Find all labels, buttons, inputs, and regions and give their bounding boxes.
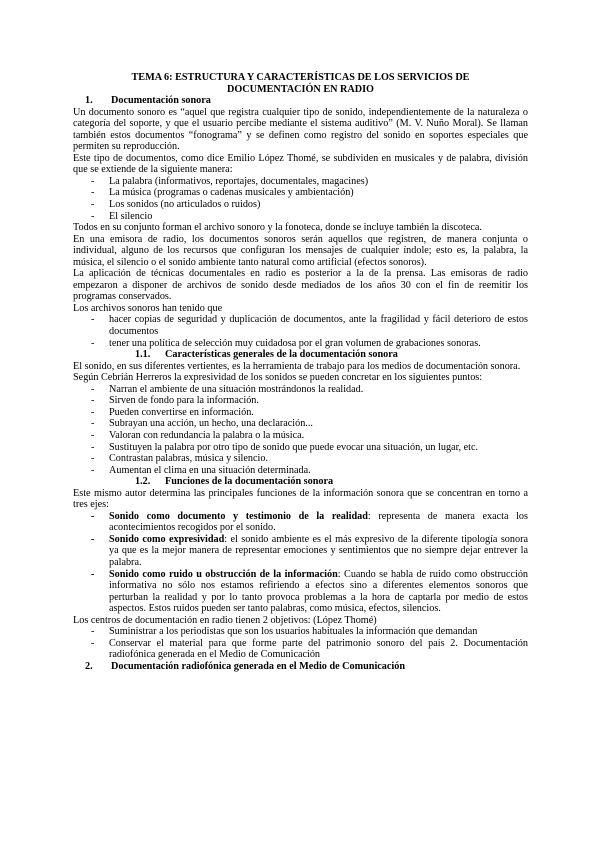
document-page xyxy=(73,72,528,672)
bullet-list xyxy=(73,314,528,349)
paragraph: Este mismo autor determina las principales funciones de la información sonora que se concentran en torno a tres ejes: xyxy=(73,487,528,511)
list-item: - Contrastan palabras, música y silencio. xyxy=(91,453,268,465)
list-item: - Sonido como expresividad: el sonido ambiente es el más expresivo de la diferente tipología sonora ya que es la mejor manera de representar emociones y sentimientos que no siempre dejar entrever la palabra. xyxy=(91,533,529,568)
section-number: 1.2. xyxy=(135,476,151,488)
bullet-list xyxy=(73,176,528,222)
list-item: - hacer copias de seguridad y duplicación de documentos, ante la fragilidad y fácil deterioro de estos documentos xyxy=(91,314,528,338)
list-item: - Los sonidos (no articulados o ruidos) xyxy=(91,199,261,211)
list-item: - Conservar el material para que forme parte del patrimonio sonoro del país 2. Documentación radiofónica generada en el Medio de Comunicación xyxy=(91,637,528,661)
section-1-heading xyxy=(73,95,528,107)
paragraph: Un documento sonoro es “aquel que registra cualquier tipo de sonido, independientemente de la naturaleza o categoría del soporte, y que el usuario percibe mediante el sistema auditivo” (M. V. Nuño Moral). Se llaman también estos documentos “fonograma” y se definen como registro del sonido en soportes especiales que permiten su reproducción. xyxy=(73,106,528,153)
section-number: 1.1. xyxy=(135,349,151,361)
section-title: Funciones de la documentación sonora xyxy=(165,476,334,488)
item-term: Sonido como expresividad xyxy=(109,533,225,545)
list-item: - La música (programas o cadenas musicales y ambientación) xyxy=(91,187,354,199)
document-title xyxy=(73,72,528,95)
list-item: - Subrayan una acción, un hecho, una declaración... xyxy=(91,418,313,430)
section-1-1-heading xyxy=(73,349,528,361)
item-term: Sonido como documento y testimonio de la realidad xyxy=(109,510,368,522)
section-1-2-heading xyxy=(73,476,528,488)
section-number: 2. xyxy=(85,660,93,672)
list-item: - Narran el ambiente de una situación mostrándonos la realidad. xyxy=(91,383,364,395)
bullet-list xyxy=(73,626,528,661)
paragraph: Este tipo de documentos, como dice Emilio López Thomé, se subdividen en musicales y de palabra, división que se extiende de la siguiente manera: xyxy=(73,152,528,176)
paragraph: Todos en su conjunto forman el archivo sonoro y la fonoteca, donde se incluye también la discoteca. xyxy=(73,222,482,234)
list-item: - Aumentan el clima en una situación determinada. xyxy=(91,464,311,476)
paragraph: La aplicación de técnicas documentales en radio es posterior a la de la prensa. Las emisoras de radio empezaron a disponer de archivos de sonido desde mediados de los años 30 con el fin de reemitir los programas conservados. xyxy=(73,268,528,303)
section-title: Documentación radiofónica generada en el Medio de Comunicación xyxy=(111,660,405,672)
paragraph: Los archivos sonoros han tenido que xyxy=(73,302,223,314)
paragraph: El sonido, en sus diferentes vertientes, es la herramienta de trabajo para los medios de documentación sonora. xyxy=(73,360,521,372)
paragraph: Los centros de documentación en radio tienen 2 objetivos: (López Thomé) xyxy=(73,614,377,626)
title-line-2: DOCUMENTACIÓN EN RADIO xyxy=(227,83,374,95)
section-number: 1. xyxy=(85,95,93,107)
list-item: - tener una política de selección muy cuidadosa por el gran volumen de grabaciones sonoras. xyxy=(91,337,481,349)
list-item: - Sustituyen la palabra por otro tipo de sonido que puede evocar una situación, un lugar, etc. xyxy=(91,441,479,453)
list-item: - Pueden convertirse en información. xyxy=(91,406,254,418)
item-term: Sonido como ruido u obstrucción de la información xyxy=(109,568,338,580)
title-line-1: TEMA 6: ESTRUCTURA Y CARACTERÍSTICAS DE LOS SERVICIOS DE xyxy=(131,72,470,83)
list-item: - La palabra (informativos, reportajes, documentales, magacines) xyxy=(91,175,369,187)
paragraph: En una emisora de radio, los documentos sonoros serán aquellos que registren, de manera conjunta o individual, alguno de los recursos que configuran los mensajes de cualquier índole; esto es, la palabra, la música, el silencio o el sonido ambiente tanto natural como artificial (efectos sonoros). xyxy=(73,233,528,268)
list-item: - Sonido como ruido u obstrucción de la información: Cuando se habla de ruido como obstrucción informativa no sólo nos estamos refiriendo a efectos sino a diferentes elementos sonoros que perturban la realidad y por lo tanto provoca problemas a la hora de captarla por medio de estos aspectos. Estos ruidos pueden ser tanto palabras, como música, efectos, silencios. xyxy=(91,568,529,615)
paragraph: Según Cebrián Herreros la expresividad de los sonidos se pueden concretar en los siguientes puntos: xyxy=(73,372,483,384)
section-title: Características generales de la documentación sonora xyxy=(165,349,398,361)
bullet-list xyxy=(73,511,528,615)
list-item: - Sonido como documento y testimonio de la realidad: representa de manera exacta los acontecimientos recogidos por el sonido. xyxy=(91,510,528,534)
list-item: - Suministrar a los periodistas que son los usuarios habituales la información que demandan xyxy=(91,626,478,638)
list-item: - Valoran con redundancia la palabra o la música. xyxy=(91,429,305,441)
section-2-heading xyxy=(73,661,528,673)
section-title: Documentación sonora xyxy=(111,95,211,107)
list-item: - Sirven de fondo para la información. xyxy=(91,395,259,407)
list-item: - El silencio xyxy=(91,210,153,222)
bullet-list xyxy=(73,384,528,476)
